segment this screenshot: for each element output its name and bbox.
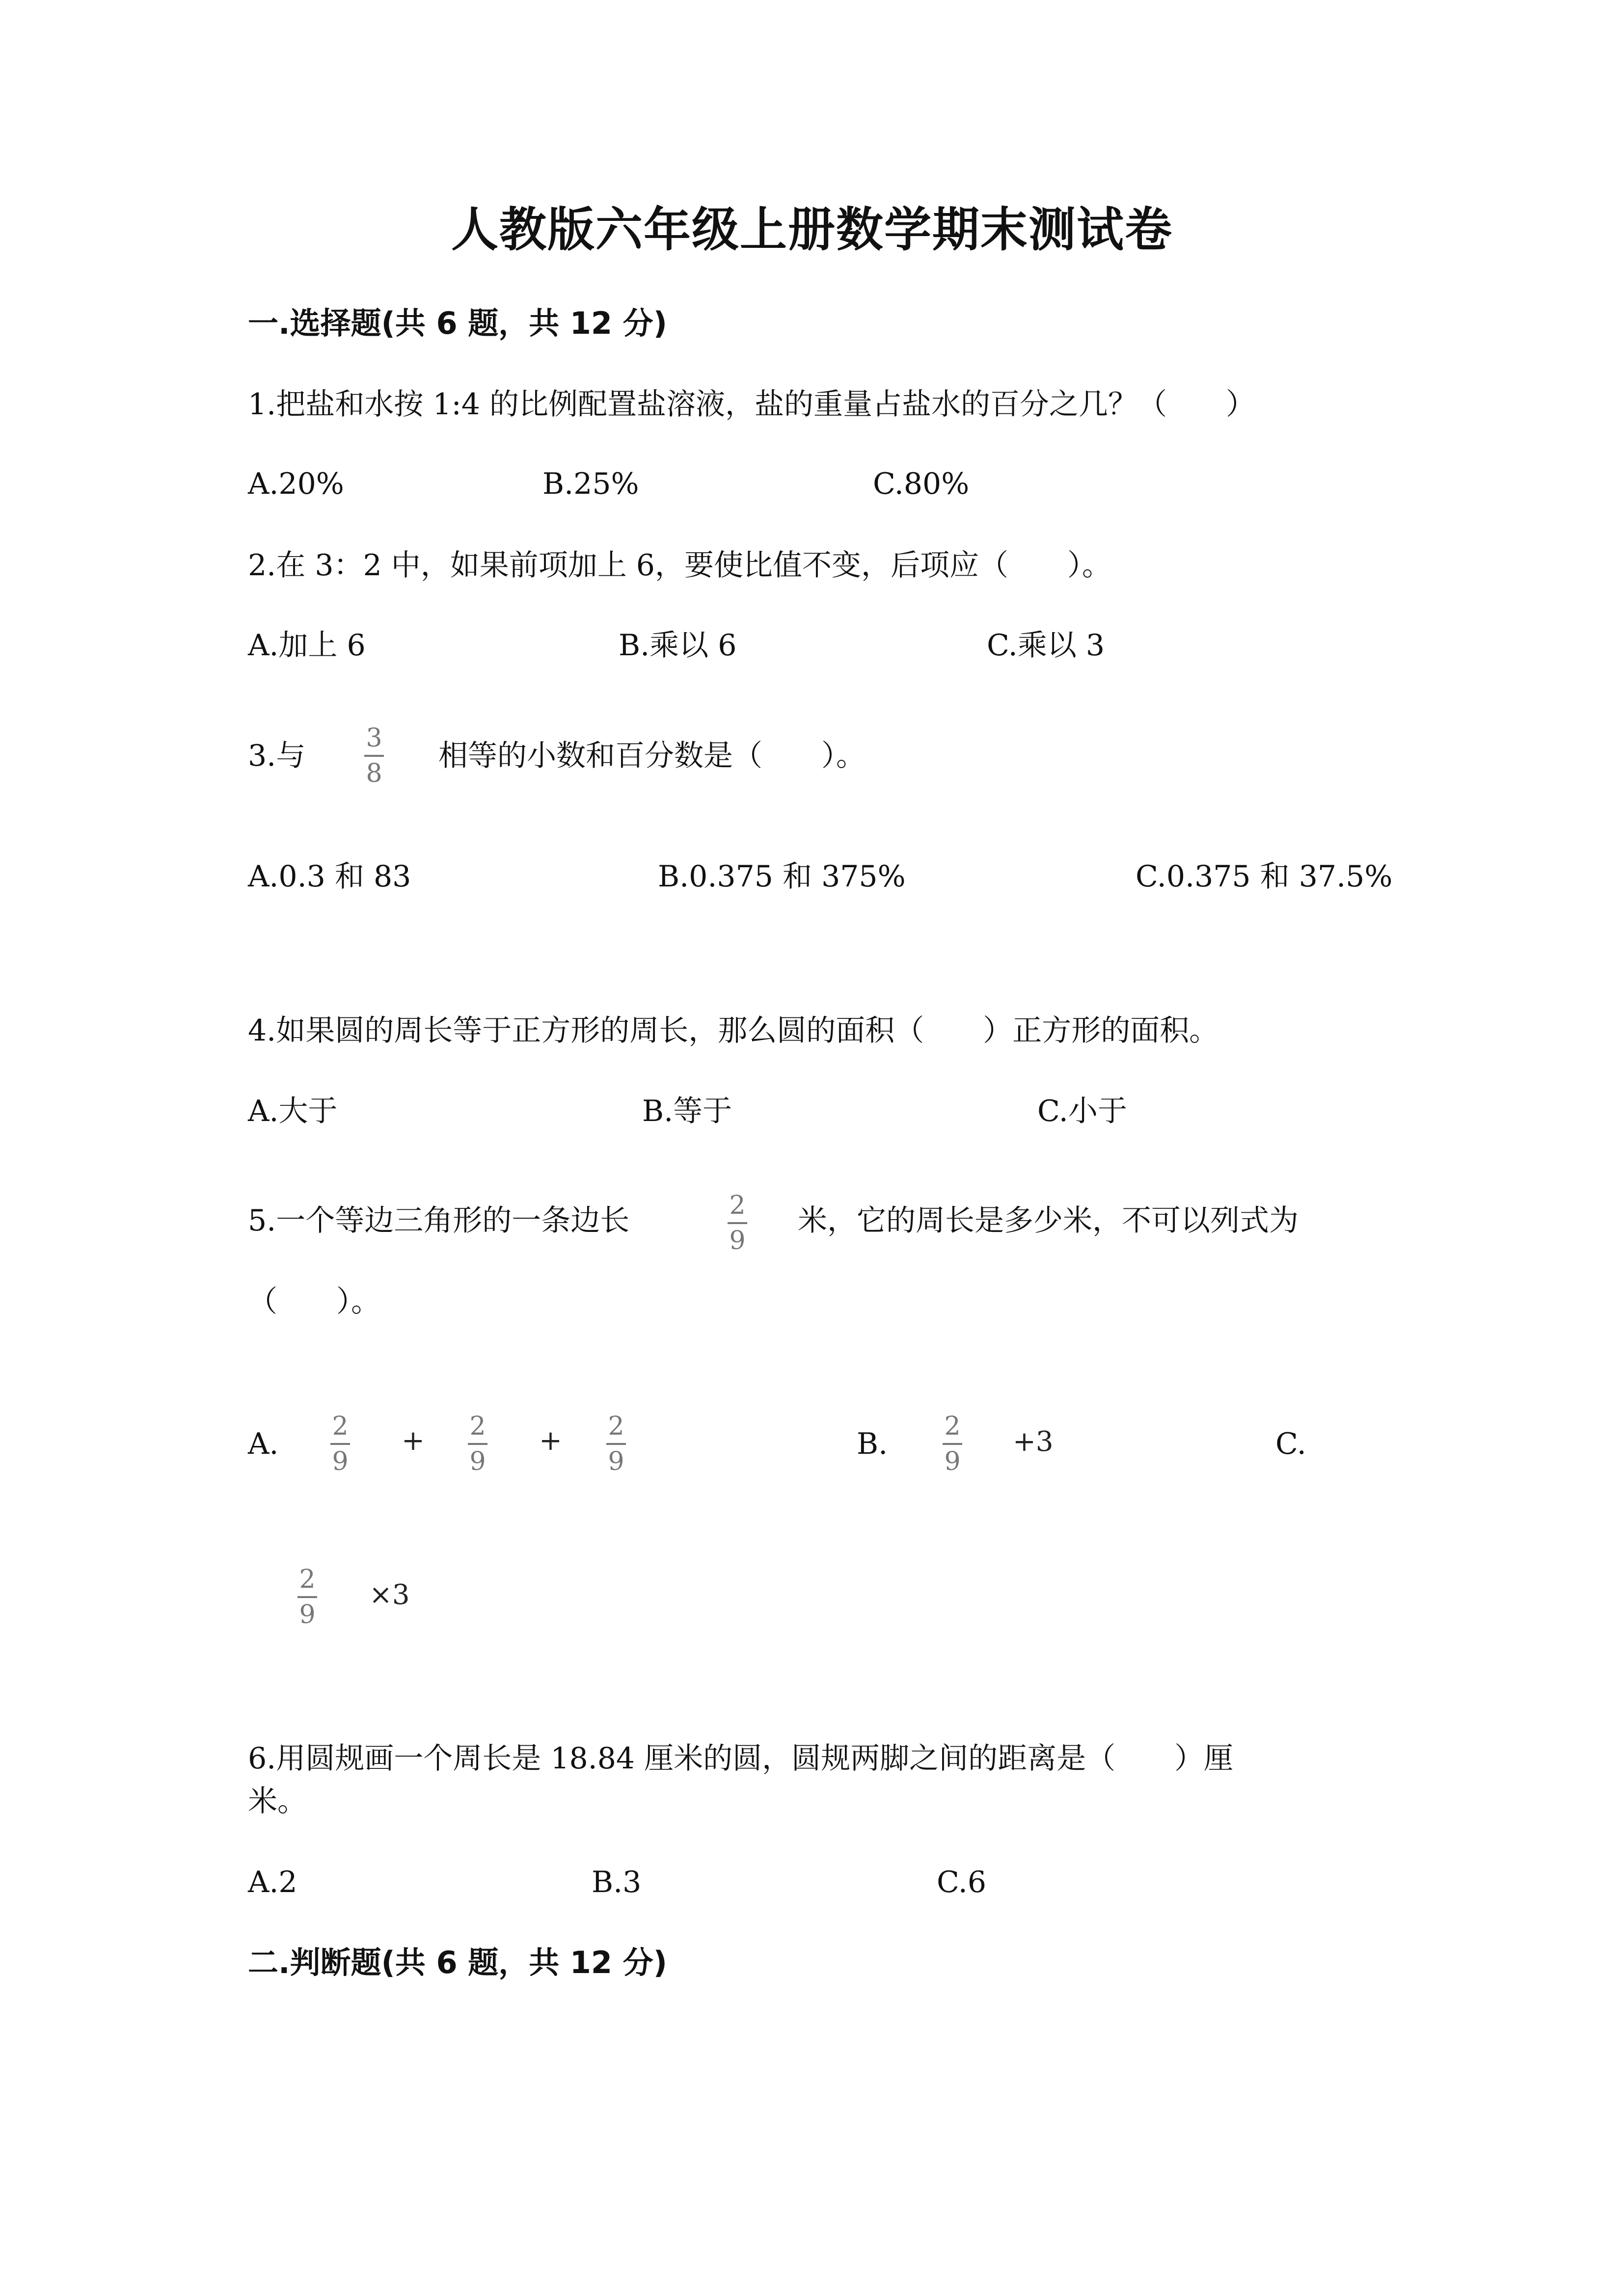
question-3-option-b: B.0.375 和 375% [658,859,906,894]
fraction-denominator: 9 [944,1447,961,1476]
question-2-option-b: B.乘以 6 [619,628,737,663]
question-1-text: 1.把盐和水按 1:4 的比例配置盐溶液，盐的重量占盐水的百分之几？（ ） [248,387,1255,422]
option-c-fraction [295,1567,320,1628]
plus-sign: + [539,1425,562,1457]
fraction-numerator: 2 [469,1412,486,1441]
fraction-denominator: 9 [729,1226,746,1255]
question-2-option-c: C.乘以 3 [987,628,1105,663]
question-5-option-c-label: C. [1275,1427,1306,1461]
question-4-option-b: B.等于 [642,1094,732,1128]
question-3-option-c: C.0.375 和 37.5% [1136,859,1393,894]
question-3-option-a: A.0.3 和 83 [248,859,411,894]
question-2-text: 2.在 3：2 中，如果前项加上 6，要使比值不变，后项应（ ）。 [248,548,1111,583]
fraction-numerator: 2 [332,1412,349,1441]
fraction-denominator: 8 [366,759,382,788]
fraction-bar [468,1443,487,1445]
option-b-fraction [940,1414,965,1474]
question-1-option-b: B.25% [542,467,639,501]
question-6-option-c: C.6 [937,1865,987,1899]
fraction-bar [606,1443,626,1445]
option-a-fraction-1 [328,1414,352,1474]
section-heading-choice: 一.选择题(共 6 题，共 12 分) [248,305,667,341]
question-6-option-a: A.2 [248,1865,298,1899]
question-3-suffix: 相等的小数和百分数是（ ）。 [438,739,866,773]
fraction-denominator: 9 [299,1600,316,1629]
fraction-bar [728,1222,747,1224]
fraction-denominator: 9 [469,1447,486,1476]
option-a-fraction-2 [465,1414,490,1474]
question-1-option-c: C.80% [873,467,970,501]
question-5-line2: （ ）。 [248,1284,380,1319]
fraction-numerator: 2 [299,1565,316,1594]
option-c-tail: ×3 [369,1579,410,1611]
question-3-fraction [362,725,386,786]
section-heading-judgement: 二.判断题(共 6 题，共 12 分) [248,1945,667,1980]
fraction-numerator: 3 [366,723,382,753]
plus-sign: + [402,1425,425,1457]
question-6-line2: 米。 [248,1784,307,1818]
question-2-option-a: A.加上 6 [248,628,366,663]
question-5-option-a-label: A. [248,1427,279,1461]
question-6-line1: 6.用圆规画一个周长是 18.84 厘米的圆，圆规两脚之间的距离是（ ）厘 [248,1741,1234,1776]
fraction-numerator: 2 [608,1412,624,1441]
fraction-denominator: 9 [608,1447,624,1476]
fraction-bar [943,1443,962,1445]
fraction-numerator: 2 [944,1412,961,1441]
fraction-bar [330,1443,350,1445]
question-5-prefix: 5.一个等边三角形的一条边长 [248,1203,630,1238]
question-1-option-a: A.20% [248,467,344,501]
fraction-numerator: 2 [729,1191,746,1220]
page-title: 人教版六年级上册数学期末测试卷 [451,202,1173,257]
option-b-tail: +3 [1013,1426,1054,1458]
question-4-option-c: C.小于 [1037,1094,1127,1128]
question-5-fraction [725,1193,750,1254]
fraction-bar [364,755,384,757]
question-5-suffix: 米，它的周长是多少米，不可以列式为 [798,1203,1299,1238]
question-4-text: 4.如果圆的周长等于正方形的周长，那么圆的面积（ ）正方形的面积。 [248,1014,1219,1048]
question-5-option-b-label: B. [857,1427,888,1461]
question-4-option-a: A.大于 [248,1094,338,1128]
fraction-denominator: 9 [332,1447,349,1476]
question-6-option-b: B.3 [592,1865,642,1899]
fraction-bar [298,1596,317,1598]
option-a-fraction-3 [604,1414,628,1474]
question-3-prefix: 3.与 [248,739,306,773]
